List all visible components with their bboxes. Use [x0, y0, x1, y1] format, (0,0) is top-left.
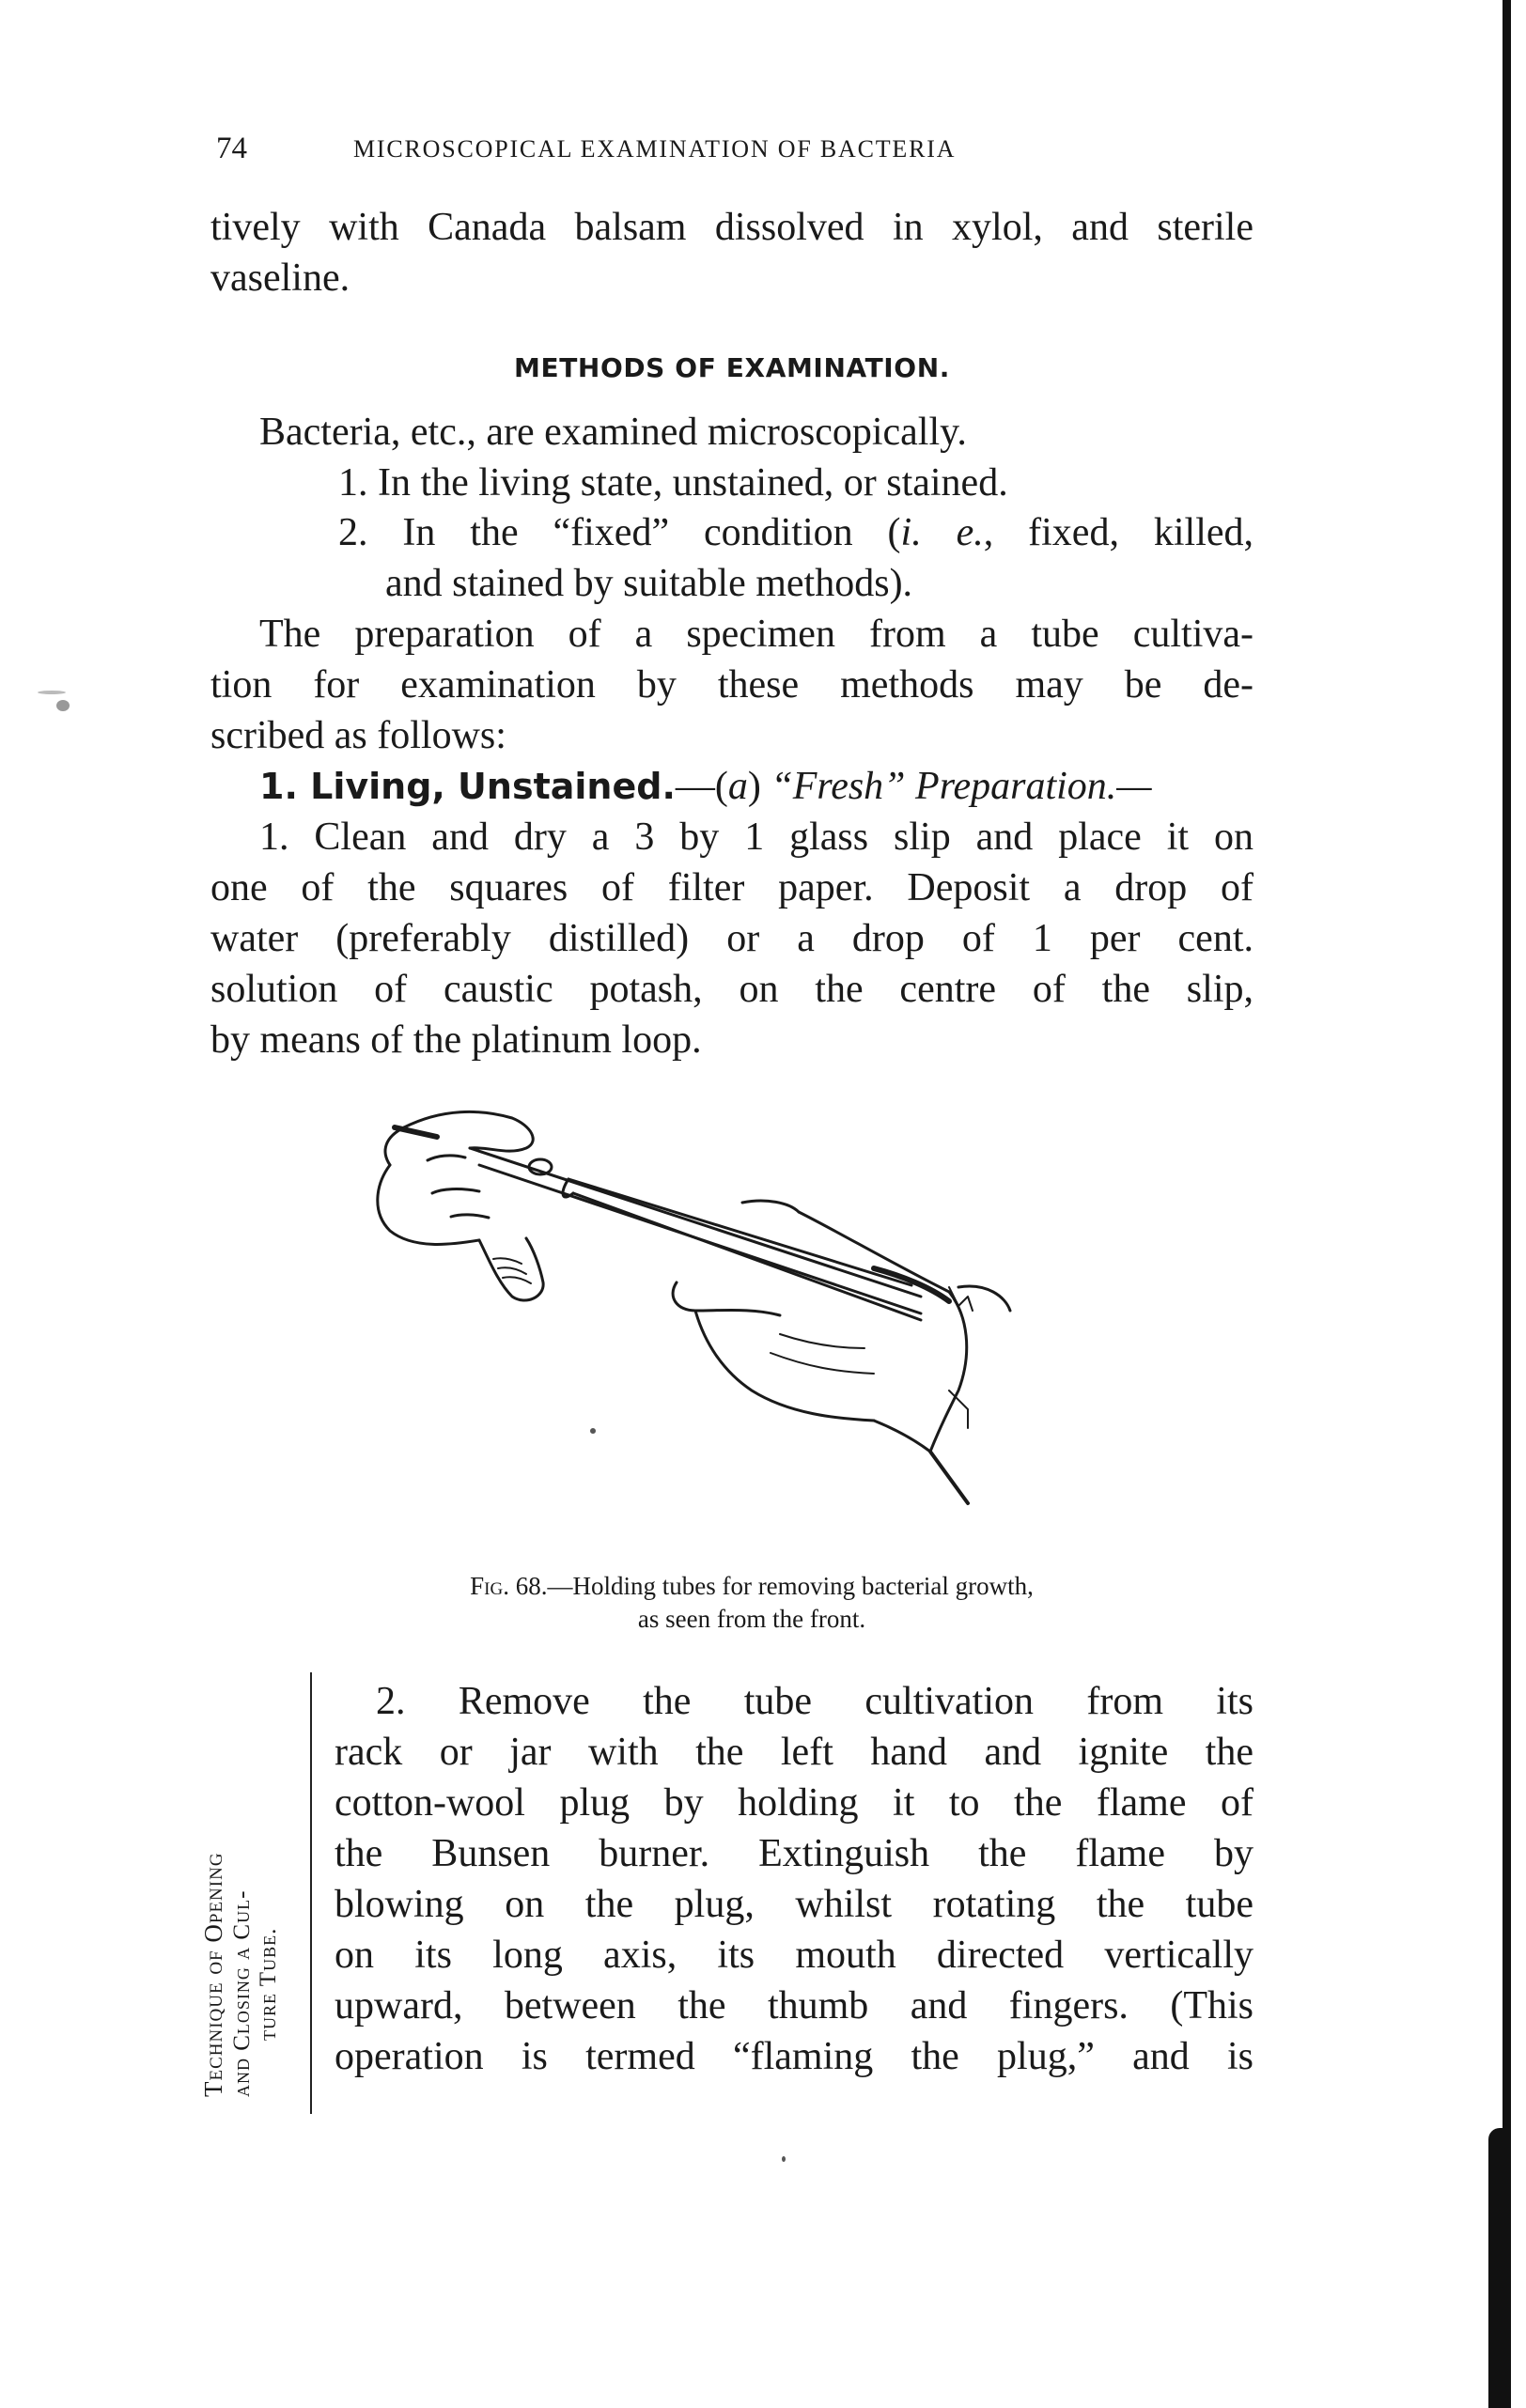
sidenote-bracket — [310, 1672, 319, 2114]
print-speck — [590, 1428, 596, 1434]
list-item-2 — [338, 510, 1254, 555]
preparation-line-3: scribed as follows: — [210, 714, 506, 757]
print-speck — [56, 700, 70, 711]
living-heading: 1. Living, Unstained. — [259, 766, 676, 807]
print-speck — [782, 2156, 786, 2162]
step2-line-1: 2. Remove the tube cultivation from its — [376, 1680, 1254, 1723]
continuation-line-1: tively with Canada balsam dissolved in xylol, and sterile — [210, 206, 1254, 249]
step1-line-2: one of the squares of filter paper. Deposit a drop of — [210, 866, 1254, 909]
list-item-2-text-a: 2. In the “fixed” condition ( — [338, 511, 901, 554]
step2-line-4: the Bunsen burner. Extinguish the flame by — [335, 1832, 1254, 1875]
preparation-line-2: tion for examination by these methods may be de- — [210, 663, 1254, 707]
figure-68-illustration — [348, 1109, 1118, 1569]
sidenote-line-1: Technique of Opening — [199, 1852, 227, 2097]
list-item-2-text-b: , fixed, killed, — [983, 511, 1254, 554]
step2-line-6: on its long axis, its mouth directed vertically — [335, 1934, 1254, 1977]
living-a: a — [727, 765, 748, 808]
sidenote-line-2: and Closing a Cul- — [229, 1889, 255, 2097]
continuation-line-2: vaseline. — [210, 256, 350, 300]
figure-caption-text: —Holding tubes for removing bacterial growth, — [547, 1572, 1034, 1600]
step1-line-5: by means of the platinum loop. — [210, 1018, 702, 1062]
step2-line-3: cotton-wool plug by holding it to the flame of — [335, 1781, 1254, 1825]
list-item-2-ie: i. e. — [900, 511, 984, 554]
step1-line-1: 1. Clean and dry a 3 by 1 glass slip and place it on — [259, 816, 1254, 859]
marginal-sidenote — [195, 1672, 280, 2105]
figure-caption-line-1 — [282, 1572, 1222, 1601]
page-header — [210, 132, 1254, 169]
binding-edge — [1503, 0, 1511, 2408]
living-dash: —( — [675, 765, 728, 808]
figure-label: Fig. 68. — [470, 1572, 548, 1600]
preparation-line-1: The preparation of a specimen from a tube cultiva- — [259, 613, 1254, 656]
step2-line-8: operation is termed “flaming the plug,” and is — [335, 2035, 1254, 2078]
page-number: 74 — [216, 132, 247, 165]
print-speck — [38, 691, 66, 694]
list-item-2-line-2: and stained by suitable methods). — [385, 562, 913, 605]
step2-line-7: upward, between the thumb and fingers. (This — [335, 1984, 1254, 2027]
list-item-1: 1. In the living state, unstained, or stained. — [338, 461, 1008, 505]
binding-shadow — [1488, 2128, 1511, 2408]
figure-caption-line-2: as seen from the front. — [637, 1605, 866, 1633]
living-paren: ) — [747, 765, 771, 808]
step1-line-4: solution of caustic potash, on the centre of the slip, — [210, 968, 1254, 1011]
section-title: METHODS OF EXAMINATION. — [514, 352, 950, 383]
step2-line-2: rack or jar with the left hand and ignite the — [335, 1731, 1254, 1774]
step2-line-5: blowing on the plug, whilst rotating the tube — [335, 1883, 1254, 1926]
step1-line-3: water (preferably distilled) or a drop of 1 per cent. — [210, 917, 1254, 960]
running-head: MICROSCOPICAL EXAMINATION OF BACTERIA — [353, 135, 957, 163]
sidenote-line-3: ture Tube. — [256, 1927, 281, 2041]
left-hand-drawing — [378, 1111, 552, 1300]
fresh-preparation: “Fresh” Preparation.— — [771, 765, 1152, 808]
intro-line: Bacteria, etc., are examined microscopically. — [259, 411, 967, 454]
living-heading-line — [259, 764, 1254, 809]
